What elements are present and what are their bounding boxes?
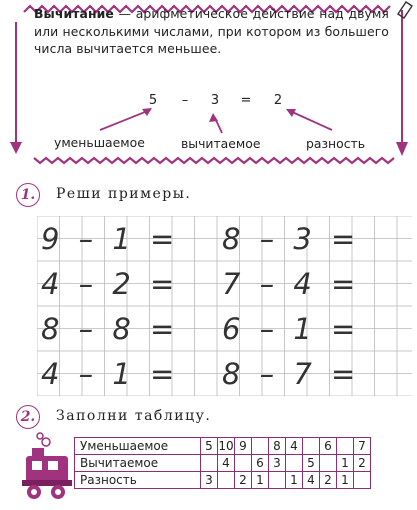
table-cell[interactable]: [337, 438, 354, 455]
example-3: 4 – 2 =: [41, 267, 180, 301]
example-1: 9 – 1 =: [41, 222, 180, 256]
table-cell[interactable]: [303, 438, 320, 455]
table-cell[interactable]: [252, 438, 269, 455]
table-cell[interactable]: 8: [269, 438, 286, 455]
table-cell[interactable]: 1: [252, 472, 269, 489]
example-6: 6 – 1 =: [222, 312, 361, 346]
row-label: Разность: [75, 472, 201, 489]
table-cell[interactable]: 4: [218, 455, 235, 472]
equation-minuend: 5: [148, 93, 158, 108]
definition-term: Вычитание: [34, 6, 114, 21]
equation-subtrahend: 3: [210, 93, 220, 108]
table-cell[interactable]: 2: [235, 472, 252, 489]
table-cell[interactable]: 3: [269, 455, 286, 472]
table-cell[interactable]: [320, 455, 337, 472]
task1-number: 1.: [16, 183, 40, 207]
example-2: 8 – 3 =: [222, 222, 361, 256]
task2-title: Заполни таблицу.: [56, 408, 212, 424]
table-cell[interactable]: [269, 472, 286, 489]
table-cell[interactable]: [354, 472, 371, 489]
example-8: 8 – 7 =: [222, 357, 361, 391]
label-difference: разность: [306, 136, 366, 151]
table-cell[interactable]: 5: [303, 455, 320, 472]
table-cell[interactable]: 2: [320, 472, 337, 489]
table-row: [75, 438, 371, 455]
train-icon: [18, 430, 76, 504]
definition-text: [34, 5, 389, 58]
table-cell[interactable]: 9: [235, 438, 252, 455]
table-cell[interactable]: 5: [201, 438, 218, 455]
table-cell[interactable]: 4: [286, 438, 303, 455]
equation-minus: –: [181, 93, 189, 108]
table-cell[interactable]: [201, 455, 218, 472]
row-label: Вычитаемое: [75, 455, 201, 472]
table-cell[interactable]: 1: [337, 472, 354, 489]
table-cell[interactable]: [218, 472, 235, 489]
task1-title: Реши примеры.: [56, 186, 192, 202]
table-cell[interactable]: 6: [320, 438, 337, 455]
table-cell[interactable]: 1: [286, 472, 303, 489]
table-cell[interactable]: 7: [354, 438, 371, 455]
exercise-grid: [37, 216, 412, 396]
table-cell[interactable]: 2: [354, 455, 371, 472]
fill-table: [74, 437, 371, 489]
definition-body: — арифметическое действие над двумя или несколькими числами, при котором из большего числа вычитается меньшее.: [34, 6, 389, 56]
table-cell[interactable]: 4: [303, 472, 320, 489]
task2-number: 2.: [16, 405, 40, 429]
example-7: 4 – 1 =: [41, 357, 180, 391]
label-subtrahend: вычитаемое: [181, 136, 261, 151]
label-minuend: уменьшаемое: [54, 135, 145, 150]
table-cell[interactable]: 3: [201, 472, 218, 489]
table-cell[interactable]: 6: [252, 455, 269, 472]
example-5: 8 – 8 =: [41, 312, 180, 346]
table-cell[interactable]: 10: [218, 439, 234, 453]
table-row: [75, 455, 371, 472]
row-label: Уменьшаемое: [75, 438, 201, 455]
equation-equals: =: [240, 93, 252, 108]
equation-difference: 2: [273, 93, 283, 108]
table-cell[interactable]: [235, 455, 252, 472]
table-row: [75, 472, 371, 489]
definition-box: [0, 0, 417, 165]
example-4: 7 – 4 =: [222, 267, 361, 301]
table-cell[interactable]: [286, 455, 303, 472]
table-cell[interactable]: 1: [337, 455, 354, 472]
